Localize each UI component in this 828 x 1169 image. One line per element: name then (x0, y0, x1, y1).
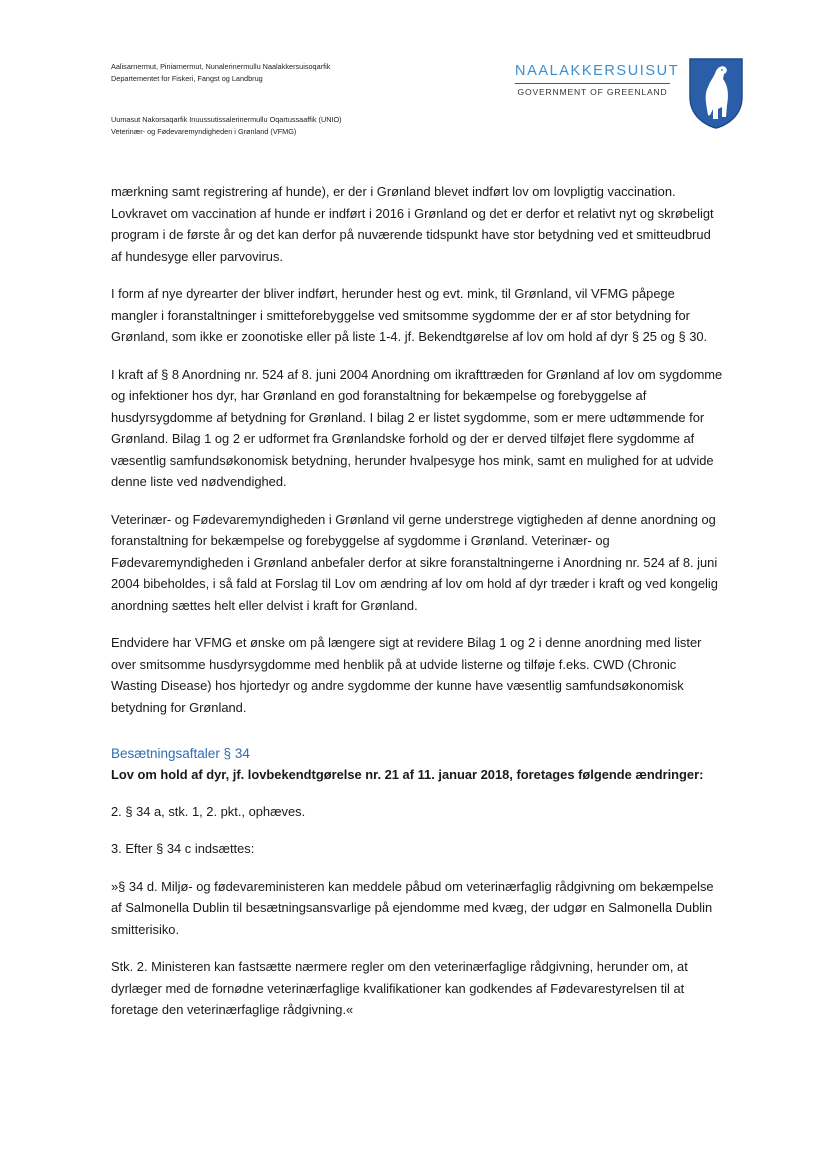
brand-divider (515, 83, 670, 84)
department-name-danish: Departementet for Fiskeri, Fangst og Landbrug (111, 74, 263, 83)
coat-of-arms-icon (688, 57, 744, 129)
government-brand (515, 63, 680, 97)
paragraph-ordinance-524: I kraft af § 8 Anordning nr. 524 af 8. juni 2004 Anordning om ikrafttræden for Grønland af lov om sygdomme og infektioner hos dyr, har Grønland en god foranstaltning for bekæmpelse og forebyggelse af husdyrsygdomme af betydning for Grønland. I bilag 2 er listet sygdomme, som er mere udtømmende for Grønland. Bilag 1 og 2 er udformet fra Grønlandske forhold og der er derved tilføjet flere sygdomme af væsentlig samfundsøkonomisk betydning, herunder hvalpesyge hos mink, samt en mulighed for at udvide denne liste ved nødvendighed. (111, 366, 723, 489)
amendment-paragraph-stk2: Stk. 2. Ministeren kan fastsætte nærmere regler om den veterinærfaglige rådgivning, herunder om, at dyrlæger med de fornødne veterinærfaglige kvalifikationer kan godkendes af Fødevarestyrelsen til at foretage den veterinærfaglige rådgivning.« (111, 959, 688, 1017)
authority-name-kalaallisut: Uumasut Nakorsaqarfik Inuussutissalerinermullu Oqartussaaffik (UNIO) (111, 115, 342, 124)
amendment-paragraph-34d: »§ 34 d. Miljø- og fødevareministeren kan meddele påbud om veterinærfaglig rådgivning om bekæmpelse af Salmonella Dublin til besætningsansvarlige på ejendomme med kvæg, der udgør en Salmonella Dublin smitterisiko. (111, 878, 714, 937)
department-name-kalaallisut: Aalisarnermut, Piniarnermut, Nunalerinermullu Naalakkersuisoqarfik (111, 62, 331, 71)
paragraph-revision-wish: Endvidere har VFMG et ønske om på længere sigt at revidere Bilag 1 og 2 i denne anordning med lister over smitsomme husdyrsygdomme med henblik på at udvide listerne og tilføje f.eks. CWD (Chronic Wasting Disease) hos hjortedyr og andre sygdomme der kunne have væsentlig samfundsøkonomisk betydning for Grønland. (111, 635, 702, 715)
section-subheading: Lov om hold af dyr, jf. lovbekendtgørelse nr. 21 af 11. januar 2018, foretages følgende ændringer: (111, 767, 704, 782)
section-heading: Besætningsaftaler § 34 (111, 746, 250, 761)
paragraph-vaccination: mærkning samt registrering af hunde), er der i Grønland blevet indført lov om lovpligtig vaccination. Lovkravet om vaccination af hunde er indført i 2016 i Grønland og det er derfor et relativt nyt og skrøbeligt program i de første år og det kan derfor på nuværende tidspunkt have stor betydning ved et smitteudbrud af hundesyge eller parvovirus. (111, 184, 714, 264)
paragraph-new-species: I form af nye dyrearter der bliver indført, herunder hest og evt. mink, til Grønland, vil VFMG påpege mangler i foranstaltninger i smitteforebyggelse ved smitsomme sygdomme der er af stor betydning for Grønland, som ikke er zoonotiske eller på liste 1-4. jf. Bekendtgørelse af lov om hold af dyr § 25 og § 30. (111, 286, 708, 344)
amendment-item-insert: 3. Efter § 34 c indsættes: (111, 841, 255, 856)
document-body (111, 181, 723, 1037)
amendment-item-repeal: 2. § 34 a, stk. 1, 2. pkt., ophæves. (111, 803, 306, 819)
paragraph-vfmg-recommendation: Veterinær- og Fødevaremyndigheden i Grønland vil gerne understrege vigtigheden af denne anordning og foranstaltning for bekæmpelse og forebyggelse af sygdomme i Grønland. Veterinær- og Fødevaremyndigheden i Grønland anbefaler derfor at sikre foranstaltningerne i Anordning nr. 524 af 8. juni 2004 bibeholdes, i så fald at Forslag til Lov om ændring af lov om hold af dyr træder i kraft og ved kongelig anordning sættes helt eller delvist i kraft for Grønland. (111, 511, 718, 613)
brand-subtitle: GOVERNMENT OF GREENLAND (517, 87, 668, 97)
brand-name: NAALAKKERSUISUT (515, 63, 680, 79)
letterhead-departments (111, 61, 342, 138)
authority-name-danish: Veterinær- og Fødevaremyndigheden i Grønland (VFMG) (111, 127, 297, 136)
